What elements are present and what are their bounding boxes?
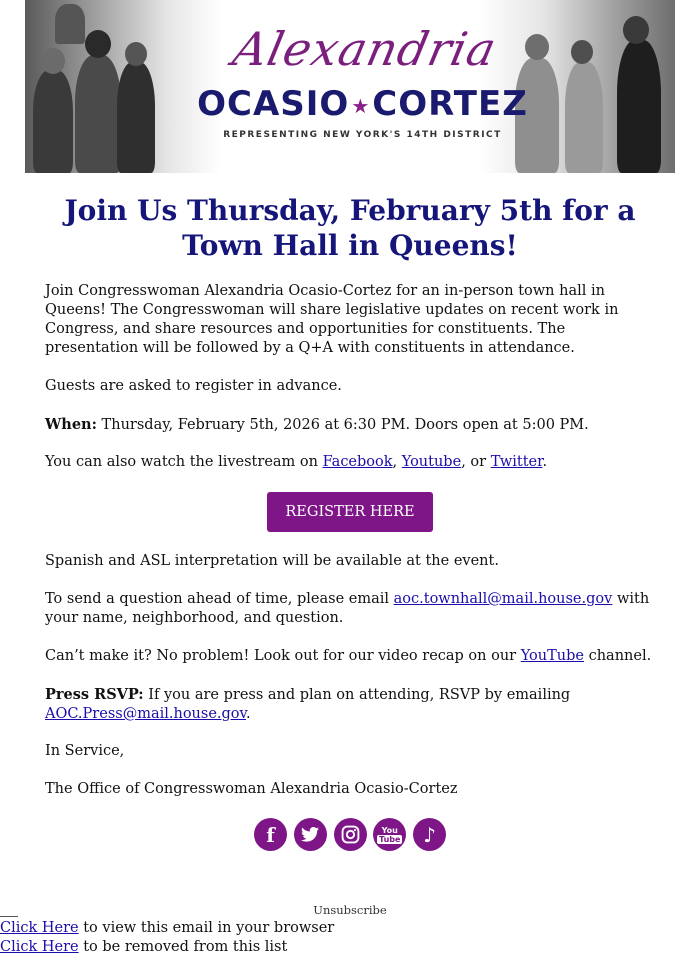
banner-name-left: OCASIO [197, 84, 350, 124]
unsubscribe-text[interactable]: Unsubscribe [313, 903, 387, 917]
register-button[interactable]: REGISTER HERE [267, 492, 433, 532]
banner-script-name: Alexandria [228, 22, 502, 76]
livestream-paragraph [45, 453, 547, 472]
twitter-icon[interactable] [294, 818, 327, 851]
livestream-sep2: , or [461, 454, 491, 470]
view-in-browser-text: to view this email in your browser [78, 920, 335, 936]
footer-divider [0, 916, 18, 917]
youtube-channel-link[interactable]: YouTube [520, 648, 584, 664]
tiktok-icon[interactable] [413, 818, 446, 851]
press-email-link[interactable]: AOC.Press@mail.house.gov [45, 706, 246, 722]
recap-prefix: Can’t make it? No problem! Look out for our video recap on our [45, 648, 521, 664]
when-paragraph [45, 415, 589, 435]
interpretation-paragraph: Spanish and ASL interpretation will be available at the event. [45, 553, 499, 569]
recap-suffix: channel. [583, 648, 652, 664]
twitter-bird-glyph [301, 827, 319, 842]
banner-name-right: CORTEZ [372, 84, 528, 124]
when-label: When: [45, 416, 97, 433]
header-banner [25, 0, 675, 173]
page-title: Join Us Thursday, February 5th for a Town Hall in Queens! [64, 194, 636, 262]
tiktok-glyph: ♪ [423, 822, 436, 847]
facebook-icon[interactable] [254, 818, 287, 851]
instagram-icon[interactable] [334, 818, 367, 851]
remove-from-list-text: to be removed from this list [78, 939, 288, 955]
star-icon: ★ [351, 93, 371, 118]
livestream-suffix: . [542, 454, 548, 470]
livestream-prefix: You can also watch the livestream on [45, 454, 323, 470]
press-label: Press RSVP: [45, 686, 144, 703]
banner-block-name [190, 84, 535, 124]
banner-photo-left [25, 0, 185, 173]
press-paragraph [45, 685, 655, 724]
question-paragraph [45, 590, 655, 628]
recap-paragraph [45, 647, 651, 666]
instagram-glyph [341, 825, 360, 844]
register-note: Guests are asked to register in advance. [45, 378, 342, 394]
social-links [254, 818, 446, 852]
banner-district: REPRESENTING NEW YORK'S 14TH DISTRICT [223, 130, 502, 140]
twitter-link[interactable]: Twitter [490, 454, 543, 470]
press-suffix: . [246, 706, 251, 722]
intro-paragraph: Join Congresswoman Alexandria Ocasio-Cortez for an in-person town hall in Queens! The Congresswoman will share legislative updates on recent work in Congress, and share resources and opportunities for constituents. The presentation will be followed by a Q+A with constituents in attendance. [45, 283, 619, 356]
signature: The Office of Congresswoman Alexandria Ocasio-Cortez [45, 781, 458, 797]
when-text: Thursday, February 5th, 2026 at 6:30 PM. Doors open at 5:00 PM. [96, 417, 589, 433]
livestream-sep1: , [392, 454, 402, 470]
question-prefix: To send a question ahead of time, please email [45, 591, 394, 607]
facebook-glyph: f [266, 822, 275, 847]
facebook-link[interactable]: Facebook [322, 454, 393, 470]
press-text: If you are press and plan on attending, RSVP by emailing [143, 687, 571, 703]
townhall-email-link[interactable]: aoc.townhall@mail.house.gov [393, 591, 613, 607]
view-in-browser-line [0, 919, 334, 938]
youtube-icon[interactable] [373, 818, 406, 851]
remove-from-list-link[interactable]: Click Here [0, 939, 79, 955]
youtube-glyph-bottom: Tube [379, 834, 401, 844]
closing: In Service, [45, 743, 125, 759]
question-suffix: with your name, neighborhood, and question. [45, 591, 650, 626]
youtube-link[interactable]: Youtube [401, 454, 462, 470]
view-in-browser-link[interactable]: Click Here [0, 920, 79, 936]
youtube-glyph-top: You [381, 825, 398, 835]
remove-from-list-line [0, 938, 287, 957]
